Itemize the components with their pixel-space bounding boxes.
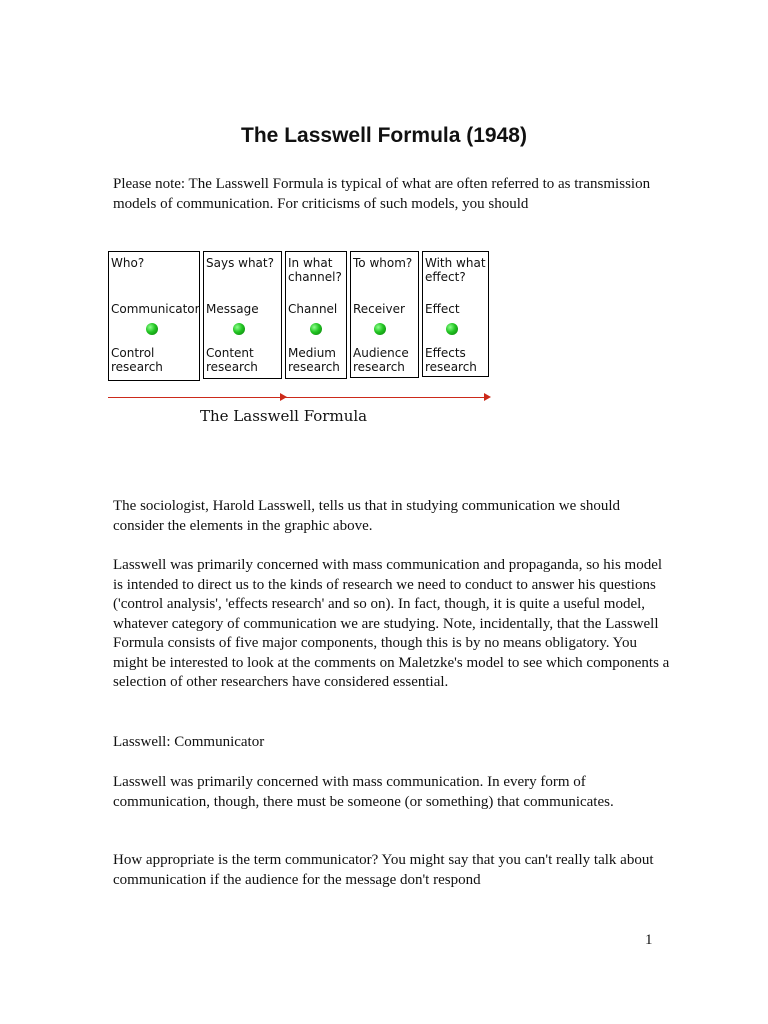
page-number: 1 bbox=[645, 932, 653, 948]
column-research: Effects research bbox=[425, 346, 477, 374]
diagram-column-channel bbox=[285, 251, 347, 379]
arrow-head-icon bbox=[484, 393, 491, 401]
diagram-column-who bbox=[108, 251, 200, 381]
column-question: To whom? bbox=[353, 256, 413, 270]
column-research: Content research bbox=[206, 346, 258, 374]
column-question: With what effect? bbox=[425, 256, 486, 284]
flow-arrow-line bbox=[108, 397, 484, 398]
column-research: Control research bbox=[111, 346, 163, 374]
intro-note: Please note: The Lasswell Formula is typical of what are often referred to as transmission models of communication. For criticisms of such models, you should bbox=[113, 176, 651, 212]
paragraph: Lasswell was primarily concerned with mass communication and propaganda, so his model is intended to direct us to the kinds of research we need to conduct to answer his questions ('control analysis', 'effects research' and so on). In fact, though, it is quite a useful model, whatever category of communication we are studying. Note, incidentally, that the Lasswell Formula consists of five major components, though this is by no means obligatory. You might be interested to look at the comments on Maletzke's model to see which components a selection of other researchers have considered essential. bbox=[113, 557, 670, 690]
section-heading: Lasswell: Communicator bbox=[113, 734, 265, 750]
paragraph: How appropriate is the term communicator? You might say that you can't really talk about communication if the audience for the message don't respond bbox=[113, 852, 654, 888]
column-role: Channel bbox=[288, 302, 338, 316]
paragraph: The sociologist, Harold Lasswell, tells us that in studying communication we should consider the elements in the graphic above. bbox=[113, 498, 621, 534]
column-question: Who? bbox=[111, 256, 145, 270]
paragraph: Lasswell was primarily concerned with mass communication. In every form of communication, though, there must be someone (or something) that communicates. bbox=[113, 774, 614, 810]
diagram-column-to-whom bbox=[350, 251, 419, 378]
page-title: The Lasswell Formula (1948) bbox=[241, 124, 527, 147]
green-dot-icon bbox=[233, 323, 245, 335]
column-role: Communicator bbox=[111, 302, 200, 316]
arrow-head-icon bbox=[280, 393, 287, 401]
column-role: Receiver bbox=[353, 302, 405, 316]
green-dot-icon bbox=[374, 323, 386, 335]
column-question: Says what? bbox=[206, 256, 274, 270]
diagram-column-effect bbox=[422, 251, 489, 377]
column-question: In what channel? bbox=[288, 256, 342, 284]
column-role: Effect bbox=[425, 302, 460, 316]
green-dot-icon bbox=[446, 323, 458, 335]
column-role: Message bbox=[206, 302, 259, 316]
green-dot-icon bbox=[146, 323, 158, 335]
green-dot-icon bbox=[310, 323, 322, 335]
column-research: Medium research bbox=[288, 346, 340, 374]
lasswell-formula-diagram bbox=[108, 251, 492, 431]
figure-caption: The Lasswell Formula bbox=[200, 407, 368, 425]
column-research: Audience research bbox=[353, 346, 409, 374]
diagram-column-says-what bbox=[203, 251, 282, 379]
